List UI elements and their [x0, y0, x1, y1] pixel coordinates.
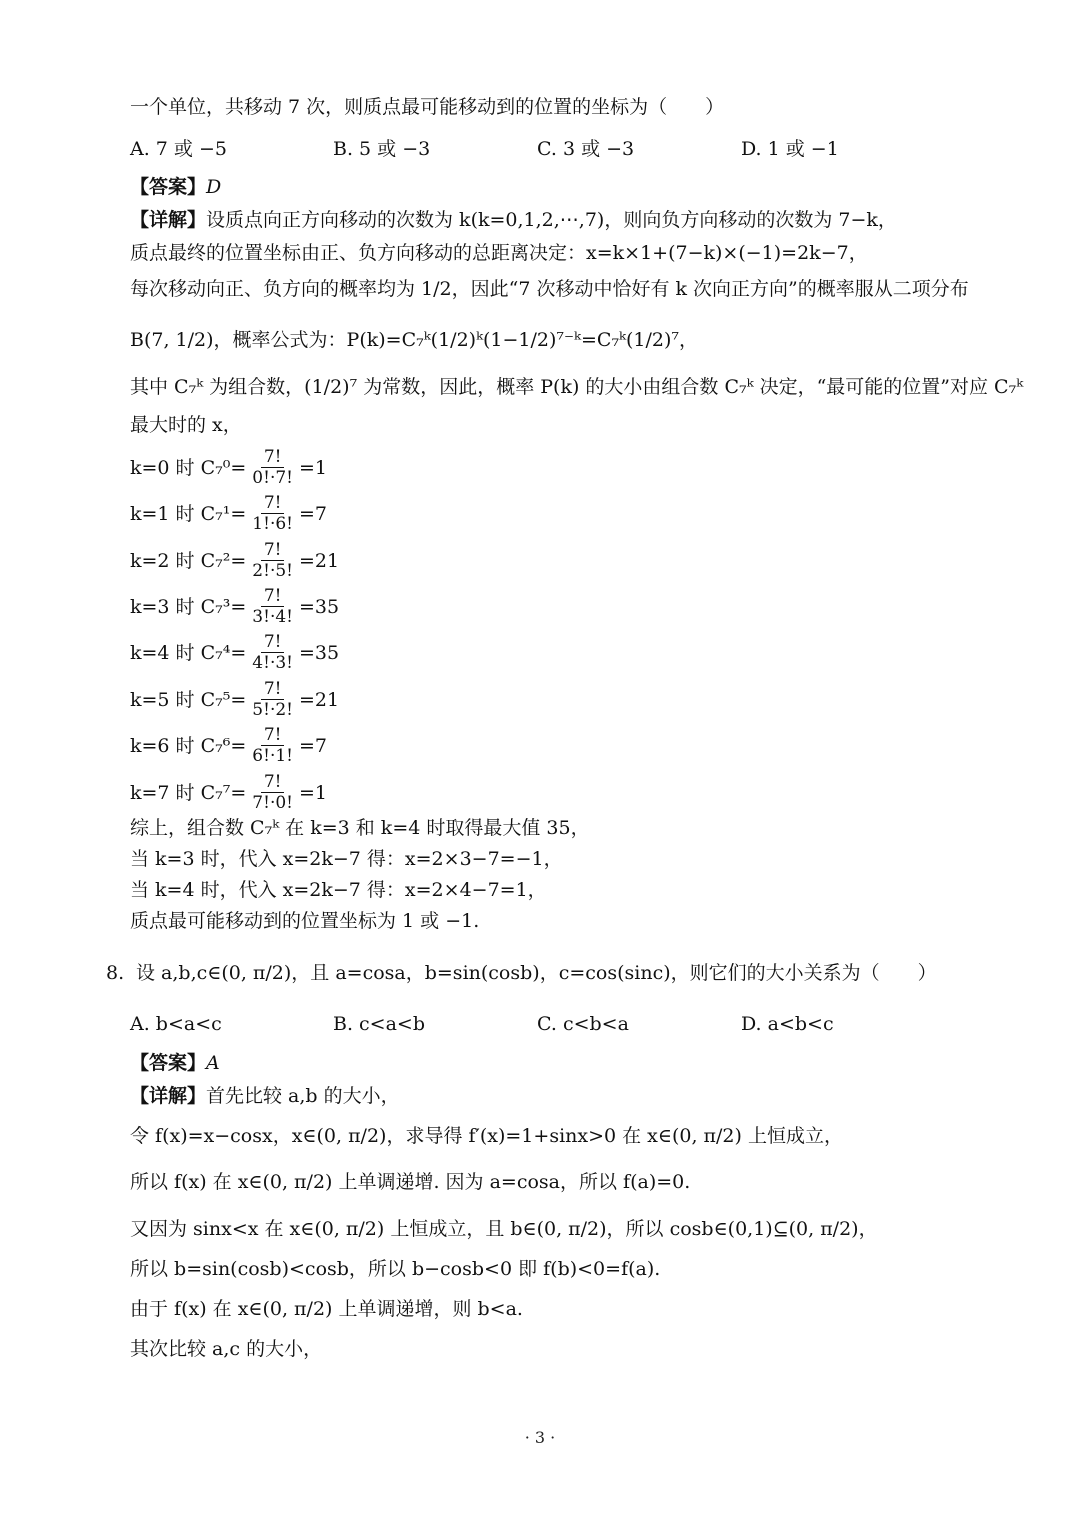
combo-fraction	[249, 447, 296, 488]
q7-detail-line-5: 其中 C₇ᵏ 为组合数，(1/2)⁷ 为常数，因此，概率 P(k) 的大小由组合数 C₇ᵏ 决定，“最可能的位置”对应 C₇ᵏ	[130, 376, 1024, 398]
combo-k: k=3 时 C₇³=	[130, 595, 247, 618]
answer-label: 【答案】	[130, 1052, 207, 1074]
combo-k: k=7 时 C₇⁷=	[130, 781, 247, 804]
combo-result: =21	[299, 549, 340, 572]
q7-detail-line-4: B(7, 1/2)，概率公式为：P(k)=C₇ᵏ(1/2)ᵏ(1−1/2)⁷⁻ᵏ=C₇ᵏ(1/2)⁷，	[130, 329, 699, 351]
combo-result: =7	[299, 502, 328, 525]
q7-option-b: B. 5 或 −3	[333, 138, 431, 160]
combo-den: 2!·5!	[252, 561, 293, 581]
combo-num: 7!	[261, 586, 285, 607]
combo-result: =35	[299, 641, 340, 664]
q8-detail-line-6: 由于 f(x) 在 x∈(0, π/2) 上单调递增，则 b<a.	[130, 1298, 523, 1320]
combo-k: k=2 时 C₇²=	[130, 549, 247, 572]
q8-detail-line-7: 其次比较 a,c 的大小，	[130, 1338, 323, 1360]
q7-summary-line-4: 质点最可能移动到的位置坐标为 1 或 −1.	[130, 910, 480, 932]
combo-row	[130, 772, 1020, 813]
q7-option-c: C. 3 或 −3	[537, 138, 635, 160]
q7-summary-line-2: 当 k=3 时，代入 x=2k−7 得：x=2×3−7=−1，	[130, 848, 563, 870]
combo-row	[130, 632, 1020, 673]
combo-result: =1	[299, 781, 328, 804]
q7-answer-value: D	[206, 176, 222, 198]
q7-detail-line-2: 质点最终的位置坐标由正、负方向移动的总距离决定：x=k×1+(7−k)×(−1)=2k−7，	[130, 242, 868, 264]
combo-den: 7!·0!	[252, 793, 293, 813]
q8-detail-line-1	[130, 1081, 1020, 1111]
combo-row	[130, 493, 1020, 534]
q8-stem: 设 a,b,c∈(0, π/2)，且 a=cosa，b=sin(cosb)，c=cos(sinc)，则它们的大小关系为（ ）	[136, 962, 937, 984]
q7-detail-line-1	[130, 205, 1020, 235]
combo-den: 0!·7!	[252, 468, 293, 488]
combo-num: 7!	[261, 632, 285, 653]
combo-den: 4!·3!	[252, 653, 293, 673]
combo-num: 7!	[261, 493, 285, 514]
q8-detail-text: 首先比较 a,b 的大小，	[206, 1085, 400, 1107]
combo-row	[130, 725, 1020, 766]
q7-option-a: A. 7 或 −5	[130, 138, 227, 160]
q7-summary-line-1: 综上，组合数 C₇ᵏ 在 k=3 和 k=4 时取得最大值 35，	[130, 817, 590, 839]
combo-fraction	[249, 772, 296, 813]
combo-fraction	[249, 586, 296, 627]
combo-fraction	[249, 493, 296, 534]
q7-detail-line-6: 最大时的 x，	[130, 414, 242, 436]
combo-num: 7!	[261, 447, 285, 468]
combo-den: 6!·1!	[252, 746, 293, 766]
combo-num: 7!	[261, 772, 285, 793]
q8-option-a: A. b<a<c	[130, 1013, 222, 1035]
q8-detail-line-3: 所以 f(x) 在 x∈(0, π/2) 上单调递增. 因为 a=cosa，所以 f(a)=0.	[130, 1171, 691, 1193]
combo-row	[130, 679, 1020, 720]
q8-number: 8.	[106, 962, 125, 984]
q7-summary-line-3: 当 k=4 时，代入 x=2k−7 得：x=2×4−7=1，	[130, 879, 547, 901]
detail-label: 【详解】	[130, 1085, 207, 1107]
detail-label: 【详解】	[130, 209, 207, 231]
combo-result: =35	[299, 595, 340, 618]
q8-detail-line-2: 令 f(x)=x−cosx，x∈(0, π/2)，求导得 f′(x)=1+sinx>0 在 x∈(0, π/2) 上恒成立，	[130, 1125, 843, 1147]
answer-label: 【答案】	[130, 176, 207, 198]
combo-k: k=6 时 C₇⁶=	[130, 734, 247, 757]
combo-result: =7	[299, 734, 328, 757]
q7-stem-tail: 一个单位，共移动 7 次，则质点最可能移动到的位置的坐标为（ ）	[130, 96, 725, 118]
combo-k: k=4 时 C₇⁴=	[130, 641, 247, 664]
q7-detail-line-3: 每次移动向正、负方向的概率均为 1/2，因此“7 次移动中恰好有 k 次向正方向”的概率服从二项分布	[130, 278, 969, 300]
q8-detail-line-4: 又因为 sinx<x 在 x∈(0, π/2) 上恒成立，且 b∈(0, π/2)，所以 cosb∈(0,1)⊆(0, π/2)，	[130, 1218, 878, 1240]
combo-row	[130, 540, 1020, 581]
combo-row	[130, 447, 1020, 488]
q8-answer-value: A	[206, 1052, 220, 1074]
q8-answer-line	[130, 1048, 1020, 1078]
combo-fraction	[249, 540, 296, 581]
combo-den: 3!·4!	[252, 607, 293, 627]
q8-detail-line-5: 所以 b=sin(cosb)<cosb，所以 b−cosb<0 即 f(b)<0=f(a).	[130, 1258, 661, 1280]
combo-k: k=0 时 C₇⁰=	[130, 456, 247, 479]
combo-fraction	[249, 725, 296, 766]
combo-fraction	[249, 632, 296, 673]
combo-num: 7!	[261, 679, 285, 700]
q8-option-b: B. c<a<b	[333, 1013, 426, 1035]
q8-option-c: C. c<b<a	[537, 1013, 629, 1035]
q7-option-d: D. 1 或 −1	[741, 138, 839, 160]
combo-num: 7!	[261, 725, 285, 746]
combo-fraction	[249, 679, 296, 720]
q7-detail-text: 设质点向正方向移动的次数为 k(k=0,1,2,⋯,7)，则向负方向移动的次数为 7−k，	[206, 209, 897, 231]
combo-den: 1!·6!	[252, 514, 293, 534]
combo-k: k=1 时 C₇¹=	[130, 502, 247, 525]
combo-result: =1	[299, 456, 328, 479]
combo-row	[130, 586, 1020, 627]
combo-k: k=5 时 C₇⁵=	[130, 688, 247, 711]
combo-num: 7!	[261, 540, 285, 561]
page-number: · 3 ·	[524, 1428, 556, 1447]
q8-option-d: D. a<b<c	[741, 1013, 834, 1035]
combo-result: =21	[299, 688, 340, 711]
q7-answer-line	[130, 172, 1020, 202]
combo-den: 5!·2!	[252, 700, 293, 720]
